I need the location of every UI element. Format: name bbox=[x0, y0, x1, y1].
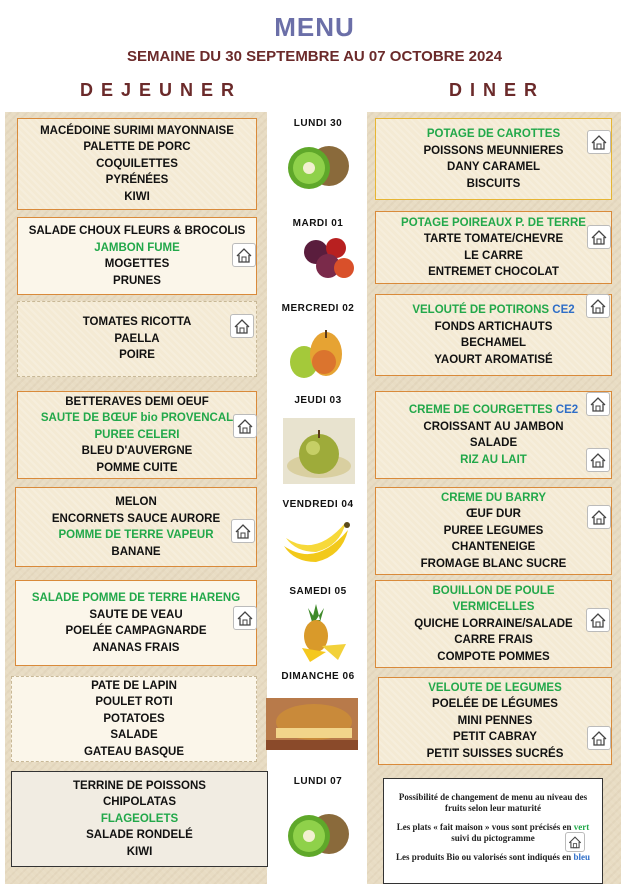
dish: POIRE bbox=[119, 349, 155, 362]
dish-homemade: VELOUTÉ DE POTIRONS bbox=[412, 304, 550, 316]
dish: TERRINE DE POISSONS bbox=[73, 779, 206, 792]
homemade-pictogram-icon bbox=[233, 606, 257, 630]
day-label: VENDREDI 04 bbox=[282, 499, 354, 510]
dish: GATEAU BASQUE bbox=[83, 745, 185, 758]
ce2-tag: CE2 bbox=[552, 304, 575, 316]
lunch-menu-monday-30 bbox=[17, 118, 257, 210]
dish: MINI PENNES bbox=[457, 714, 533, 727]
note-blue-word: bleu bbox=[573, 851, 590, 862]
homemade-pictogram-icon bbox=[586, 448, 610, 472]
day-label: MERCREDI 02 bbox=[281, 303, 355, 314]
homemade-pictogram-icon bbox=[586, 294, 610, 318]
kiwi-image bbox=[283, 140, 353, 192]
dish-homemade: POTAGE POIREAUX P. DE TERRE bbox=[401, 216, 586, 229]
dish-homemade: BOUILLON DE POULE bbox=[432, 584, 555, 597]
lunch-column-title: DEJEUNER bbox=[80, 80, 243, 100]
dish: PAELLA bbox=[114, 332, 160, 345]
note-green-word: vert bbox=[573, 821, 590, 832]
dinner-menu-monday-30 bbox=[375, 118, 612, 200]
dish: PETIT SUISSES SUCRÉS bbox=[426, 747, 564, 760]
dish: MELON bbox=[115, 496, 157, 508]
dish-homemade: FLAGEOLETS bbox=[100, 812, 179, 825]
dish: CARRE FRAIS bbox=[454, 634, 533, 647]
day-label: DIMANCHE 06 bbox=[281, 671, 355, 682]
lunch-menu-sunday-06 bbox=[11, 676, 257, 762]
homemade-pictogram-icon bbox=[586, 608, 610, 632]
dish-homemade: POMME DE TERRE VAPEUR bbox=[58, 529, 214, 541]
dish-homemade: CREME DU BARRY bbox=[441, 491, 546, 504]
dish-homemade: VERMICELLES bbox=[452, 601, 535, 614]
homemade-pictogram-icon bbox=[565, 832, 585, 852]
lunch-menu-tuesday-01 bbox=[17, 217, 257, 295]
dish: PATE DE LAPIN bbox=[91, 679, 177, 692]
dish: PRUNES bbox=[113, 274, 161, 287]
page-title: MENU bbox=[274, 12, 355, 42]
lunch-menu-wednesday-02 bbox=[17, 301, 257, 377]
pineapple-image bbox=[286, 600, 352, 666]
dish: TOMATES RICOTTA bbox=[82, 316, 192, 329]
dish: PUREE LEGUMES bbox=[443, 524, 544, 537]
dish: BECHAMEL bbox=[460, 337, 527, 349]
lunch-menu-monday-07 bbox=[11, 771, 268, 867]
dish: SAUTE DE VEAU bbox=[89, 608, 183, 621]
dish: ANANAS FRAIS bbox=[92, 641, 180, 654]
dish-homemade: RIZ AU LAIT bbox=[460, 453, 527, 466]
dish: MOGETTES bbox=[104, 258, 170, 270]
homemade-pictogram-icon bbox=[586, 392, 610, 416]
dish: BANANE bbox=[111, 545, 161, 558]
dish: BETTERAVES DEMI OEUF bbox=[65, 395, 209, 408]
dish: POTATOES bbox=[103, 712, 165, 725]
dish-homemade: PUREE CELERI bbox=[94, 428, 180, 441]
dish: YAOURT AROMATISÉ bbox=[434, 353, 553, 366]
dinner-menu-friday-04 bbox=[375, 487, 612, 575]
lunch-menu-saturday-05 bbox=[15, 580, 257, 666]
dish: ŒUF DUR bbox=[466, 508, 521, 521]
dinner-menu-tuesday-01 bbox=[375, 211, 612, 284]
dish-homemade: VELOUTE DE LEGUMES bbox=[428, 681, 562, 694]
dish: MACÉDOINE SURIMI MAYONNAISE bbox=[40, 124, 234, 137]
dish: PYRÉNÉES bbox=[105, 174, 169, 187]
day-label: MARDI 01 bbox=[292, 218, 344, 229]
week-subtitle: SEMAINE DU 30 SEPTEMBRE AU 07 OCTOBRE 2024 bbox=[126, 48, 503, 65]
dish: PETIT CABRAY bbox=[453, 731, 537, 744]
homemade-pictogram-icon bbox=[587, 505, 611, 529]
homemade-pictogram-icon bbox=[587, 225, 611, 249]
pears-image bbox=[282, 322, 348, 384]
dish-with-tag bbox=[409, 402, 578, 419]
dish: POELÉE DE LÉGUMES bbox=[432, 698, 558, 711]
dish: POMME CUITE bbox=[96, 461, 178, 474]
dinner-column-title: DINER bbox=[449, 80, 546, 100]
plums-image bbox=[298, 232, 358, 284]
dinner-menu-wednesday-02 bbox=[375, 294, 612, 376]
dish-homemade: SALADE POMME DE TERRE HARENG bbox=[31, 592, 241, 604]
dish: ENTREMET CHOCOLAT bbox=[428, 266, 559, 278]
lunch-menu-thursday-03 bbox=[17, 391, 257, 479]
note-fruits: Possibilité de changement de menu au niveau des fruits selon leur maturité bbox=[398, 791, 588, 814]
kiwi-image bbox=[283, 808, 353, 862]
dish: COMPOTE POMMES bbox=[437, 650, 550, 663]
dish-homemade: JAMBON FUME bbox=[94, 241, 180, 254]
note-bio bbox=[396, 852, 590, 864]
dish: CROISSANT AU JAMBON bbox=[423, 420, 564, 433]
dish: KIWI bbox=[126, 845, 153, 858]
dish: SALADE bbox=[110, 729, 158, 742]
baked-apple-image bbox=[283, 418, 355, 484]
dish: TARTE TOMATE/CHEVRE bbox=[423, 233, 564, 245]
basque-cake-image bbox=[266, 698, 358, 750]
dish: DANY CARAMEL bbox=[446, 161, 541, 173]
day-label: JEUDI 03 bbox=[294, 395, 342, 406]
dish: CHIPOLATAS bbox=[102, 796, 177, 809]
dish: FROMAGE BLANC SUCRE bbox=[420, 557, 567, 570]
dish: COQUILETTES bbox=[96, 157, 178, 170]
dish: KIWI bbox=[124, 190, 150, 203]
homemade-pictogram-icon bbox=[587, 130, 611, 154]
dinner-menu-thursday-03 bbox=[375, 391, 612, 479]
day-label: SAMEDI 05 bbox=[289, 586, 347, 597]
dish-homemade: POTAGE DE CAROTTES bbox=[426, 128, 561, 140]
note-bio-text: Les produits Bio ou valorisés sont indiqués en bbox=[396, 851, 572, 862]
info-notes-box bbox=[383, 778, 603, 884]
ce2-tag: CE2 bbox=[555, 404, 579, 416]
lunch-menu-friday-04 bbox=[15, 487, 257, 567]
dish-homemade: CREME DE COURGETTES bbox=[408, 404, 553, 416]
homemade-pictogram-icon bbox=[233, 414, 257, 438]
day-label: LUNDI 07 bbox=[293, 776, 343, 787]
dish: LE CARRE bbox=[464, 249, 523, 262]
dish: PALETTE DE PORC bbox=[83, 141, 191, 154]
dish: SALADE CHOUX FLEURS & BROCOLIS bbox=[28, 225, 246, 237]
day-label: LUNDI 30 bbox=[293, 118, 343, 129]
dish: CHANTENEIGE bbox=[451, 541, 536, 554]
bananas-image bbox=[280, 516, 352, 566]
dish: FONDS ARTICHAUTS bbox=[434, 320, 553, 333]
dish: POELÉE CAMPAGNARDE bbox=[65, 625, 207, 637]
dinner-menu-sunday-06 bbox=[378, 677, 612, 765]
homemade-pictogram-icon bbox=[232, 243, 256, 267]
homemade-pictogram-icon bbox=[587, 726, 611, 750]
dish-with-tag bbox=[412, 302, 574, 319]
dish: BLEU D'AUVERGNE bbox=[81, 445, 193, 458]
homemade-pictogram-icon bbox=[231, 519, 255, 543]
dish: POISSONS MEUNNIERES bbox=[423, 144, 564, 157]
dish: BISCUITS bbox=[466, 177, 521, 190]
dish: POULET ROTI bbox=[95, 696, 173, 709]
dish: SALADE bbox=[469, 437, 518, 449]
dish: QUICHE LORRAINE/SALADE bbox=[414, 617, 573, 630]
dinner-menu-saturday-05 bbox=[375, 580, 612, 668]
note-homemade-text: Les plats « fait maison » vous sont précisés en bbox=[396, 821, 572, 832]
note-homemade-text-end: suivi du pictogramme bbox=[451, 833, 535, 844]
dish: ENCORNETS SAUCE AURORE bbox=[51, 512, 221, 525]
homemade-pictogram-icon bbox=[230, 314, 254, 338]
dish: SALADE RONDELÉ bbox=[86, 829, 193, 842]
dish-homemade: SAUTE DE BŒUF bio PROVENCAL bbox=[40, 412, 234, 425]
